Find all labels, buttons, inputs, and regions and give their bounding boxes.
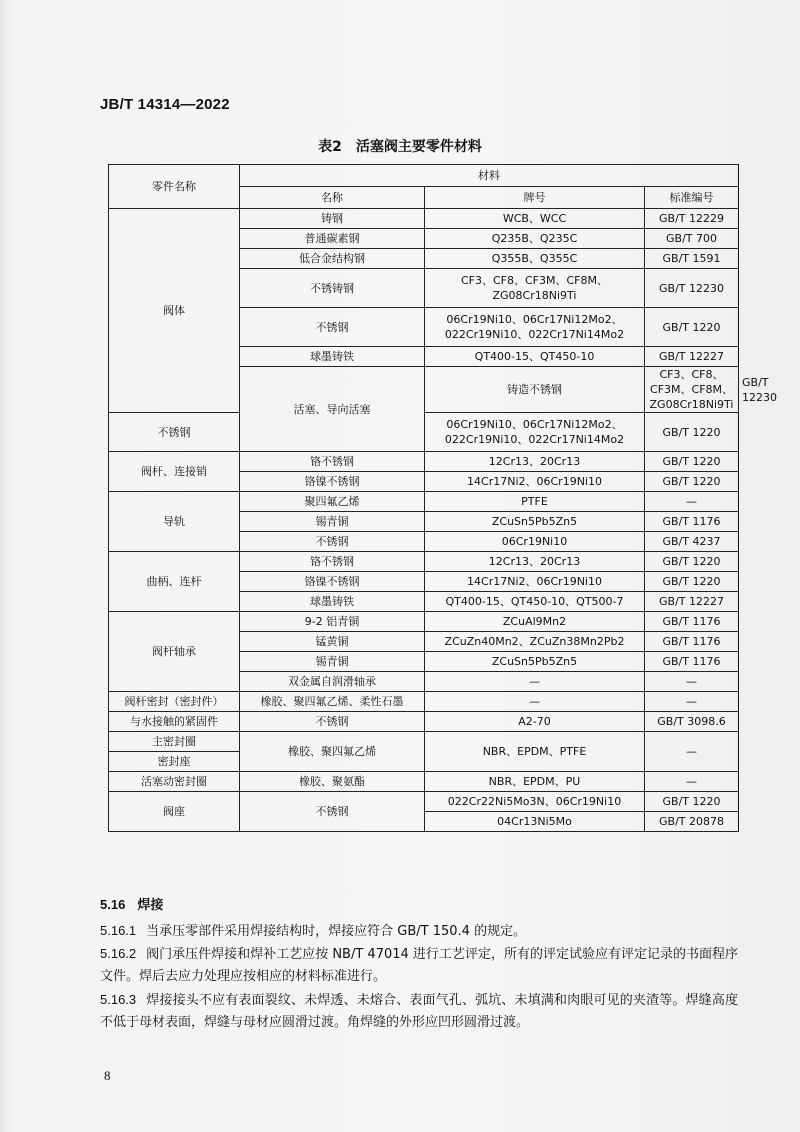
cell-grade: 04Cr13Ni5Mo [425,812,645,832]
cell-standard: — [645,672,739,692]
cell-standard: GB/T 12227 [645,592,739,612]
cell-material-name: 铬不锈钢 [240,552,425,572]
paragraph-number: 5.16.1 [100,923,137,938]
paragraph-text: 焊接接头不应有表面裂纹、未焊透、未熔合、表面气孔、弧坑、未填满和肉眼可见的夹渣等。焊缝高度不低于母材表面，焊缝与母材应圆滑过渡。角焊缝的外形应凹形圆滑过渡。 [100,993,738,1030]
cell-standard: GB/T 1220 [645,308,739,347]
cell-standard: GB/T 3098.6 [645,712,739,732]
cell-grade: ZCuSn5Pb5Zn5 [425,512,645,532]
cell-standard: GB/T 700 [645,229,739,249]
header-standard: 标准编号 [645,187,739,209]
cell-material-name: 铬镍不锈钢 [240,472,425,492]
cell-material-name: 锡青铜 [240,512,425,532]
cell-grade [645,367,739,413]
section-number: 5.16 [100,897,126,912]
cell-material-name: 锡青铜 [240,652,425,672]
cell-material-name: 不锈钢 [240,792,425,832]
cell-standard: GB/T 1176 [645,652,739,672]
cell-material-name: 不锈铸钢 [240,269,425,308]
cell-material-name: 不锈钢 [240,308,425,347]
cell-standard: GB/T 1176 [645,632,739,652]
cell-material-name: 球墨铸铁 [240,347,425,367]
table-row [109,452,739,472]
paragraph-5-16-3 [100,989,738,1034]
cell-grade: 12Cr13、20Cr13 [425,452,645,472]
materials-table-container [108,164,778,832]
cell-grade: QT400-15、QT450-10 [425,347,645,367]
table-row [109,209,739,229]
cell-grade: Q355B、Q355C [425,249,645,269]
table-row [109,772,739,792]
cell-part-name: 主密封圈 [109,732,240,752]
cell-grade: QT400-15、QT450-10、QT500-7 [425,592,645,612]
paragraph-5-16-1 [100,920,738,943]
cell-grade [425,308,645,347]
cell-part-name: 阀体 [109,209,240,413]
grade-line: CF3、CF8、CF3M、CF8M、 [460,274,608,287]
cell-material-name: 橡胶、聚四氟乙烯 [240,732,425,772]
header-material: 材料 [240,165,739,187]
table-row [109,413,739,452]
cell-standard: GB/T 1220 [645,552,739,572]
table-row [109,792,739,812]
cell-standard: GB/T 12227 [645,347,739,367]
cell-part-name: 与水接触的紧固件 [109,712,240,732]
cell-standard: GB/T 1591 [645,249,739,269]
cell-grade: 14Cr17Ni2、06Cr19Ni10 [425,572,645,592]
grade-line: CF3、CF8、CF3M、CF8M、 [650,368,734,396]
cell-material-name: 9-2 铝青铜 [240,612,425,632]
cell-material-name: 铬不锈钢 [240,452,425,472]
cell-grade: PTFE [425,492,645,512]
table-row [109,492,739,512]
cell-grade: A2-70 [425,712,645,732]
header-name: 名称 [240,187,425,209]
cell-part-name: 阀杆、连接销 [109,452,240,492]
cell-standard: GB/T 12230 [645,269,739,308]
cell-part-name: 导轨 [109,492,240,552]
cell-grade [425,413,645,452]
cell-standard: GB/T 1220 [645,413,739,452]
cell-standard: GB/T 1220 [645,452,739,472]
cell-grade: ZCuZn40Mn2、ZCuZn38Mn2Pb2 [425,632,645,652]
cell-part-name: 活塞、导向活塞 [240,367,425,452]
table-row: 活塞、导向活塞 铸造不锈钢 CF3、CF8、CF3M、CF8M、 ZG08Cr18Ni9Ti GB/T 12230 [109,367,739,413]
cell-standard: — [645,492,739,512]
cell-standard: — [645,772,739,792]
cell-standard: GB/T 1220 [645,472,739,492]
table-row [109,552,739,572]
paragraph-number: 5.16.2 [100,946,137,961]
cell-part-name: 阀杆密封（密封件） [109,692,240,712]
standard-code: JB/T 14314—2022 [100,96,230,113]
cell-grade: 06Cr19Ni10 [425,532,645,552]
cell-part-name: 活塞动密封圈 [109,772,240,792]
grade-line: 022Cr19Ni10、022Cr17Ni14Mo2 [444,433,625,446]
cell-grade: 14Cr17Ni2、06Cr19Ni10 [425,472,645,492]
cell-material-name: 橡胶、聚四氟乙烯、柔性石墨 [240,692,425,712]
cell-standard: — [645,692,739,712]
grade-line: ZG08Cr18Ni9Ti [649,398,734,411]
cell-material-name: 铬镍不锈钢 [240,572,425,592]
paragraph-text: 阀门承压件焊接和焊补工艺应按 NB/T 47014 进行工艺评定，所有的评定试验应有评定记录的书面程序文件。焊后去应力处理应按相应的材料标准进行。 [100,947,738,984]
cell-material-name: 不锈钢 [240,712,425,732]
table-row [109,612,739,632]
header-part-name: 零件名称 [109,165,240,209]
cell-part-name: 密封座 [109,752,240,772]
cell-material-name: 不锈钢 [109,413,240,452]
cell-grade: — [425,692,645,712]
cell-standard: GB/T 1176 [645,512,739,532]
table-row [109,712,739,732]
paragraph-5-16-2 [100,943,738,988]
cell-material-name: 球墨铸铁 [240,592,425,612]
cell-grade: ZCuAl9Mn2 [425,612,645,632]
cell-part-name: 曲柄、连杆 [109,552,240,612]
cell-material-name: 双金属自润滑轴承 [240,672,425,692]
cell-grade: 022Cr22Ni5Mo3N、06Cr19Ni10 [425,792,645,812]
cell-standard: GB/T 1176 [645,612,739,632]
table-body [109,209,778,832]
table-row [109,692,739,712]
cell-material-name: 不锈钢 [240,532,425,552]
cell-part-name: 阀座 [109,792,240,832]
cell-grade: NBR、EPDM、PTFE [425,732,645,772]
materials-table [108,164,778,832]
cell-grade: WCB、WCC [425,209,645,229]
paragraph-text: 当承压零部件采用焊接结构时，焊接应符合 GB/T 150.4 的规定。 [146,924,527,939]
cell-standard: GB/T 1220 [645,792,739,812]
cell-material-name: 锰黄铜 [240,632,425,652]
cell-standard: — [645,732,739,772]
cell-grade [425,269,645,308]
grade-line: 06Cr19Ni10、06Cr17Ni12Mo2、 [446,313,623,326]
cell-standard: GB/T 12229 [645,209,739,229]
table-title: 表2 活塞阀主要零件材料 [318,139,482,155]
cell-material-name: 聚四氟乙烯 [240,492,425,512]
cell-standard: GB/T 1220 [645,572,739,592]
cell-standard: GB/T 4237 [645,532,739,552]
cell-grade: ZCuSn5Pb5Zn5 [425,652,645,672]
cell-grade: NBR、EPDM、PU [425,772,645,792]
cell-grade: — [425,672,645,692]
section-title: 焊接 [137,898,164,913]
cell-grade: Q235B、Q235C [425,229,645,249]
header-grade: 牌号 [425,187,645,209]
table-header-row [109,165,739,187]
paragraph-number: 5.16.3 [100,992,137,1007]
table-row [109,732,739,752]
cell-material-name: 低合金结构钢 [240,249,425,269]
grade-line: 022Cr19Ni10、022Cr17Ni14Mo2 [444,328,625,341]
grade-line: ZG08Cr18Ni9Ti [492,289,577,302]
grade-line: 06Cr19Ni10、06Cr17Ni12Mo2、 [446,418,623,431]
cell-grade: 12Cr13、20Cr13 [425,552,645,572]
section-heading [100,894,738,917]
cell-part-name: 阀杆轴承 [109,612,240,692]
cell-material-name: 铸造不锈钢 [425,367,645,413]
cell-material-name: 铸钢 [240,209,425,229]
cell-standard: GB/T 20878 [645,812,739,832]
cell-material-name: 橡胶、聚氨酯 [240,772,425,792]
cell-material-name: 普通碳素钢 [240,229,425,249]
page-number: 8 [104,1068,111,1083]
